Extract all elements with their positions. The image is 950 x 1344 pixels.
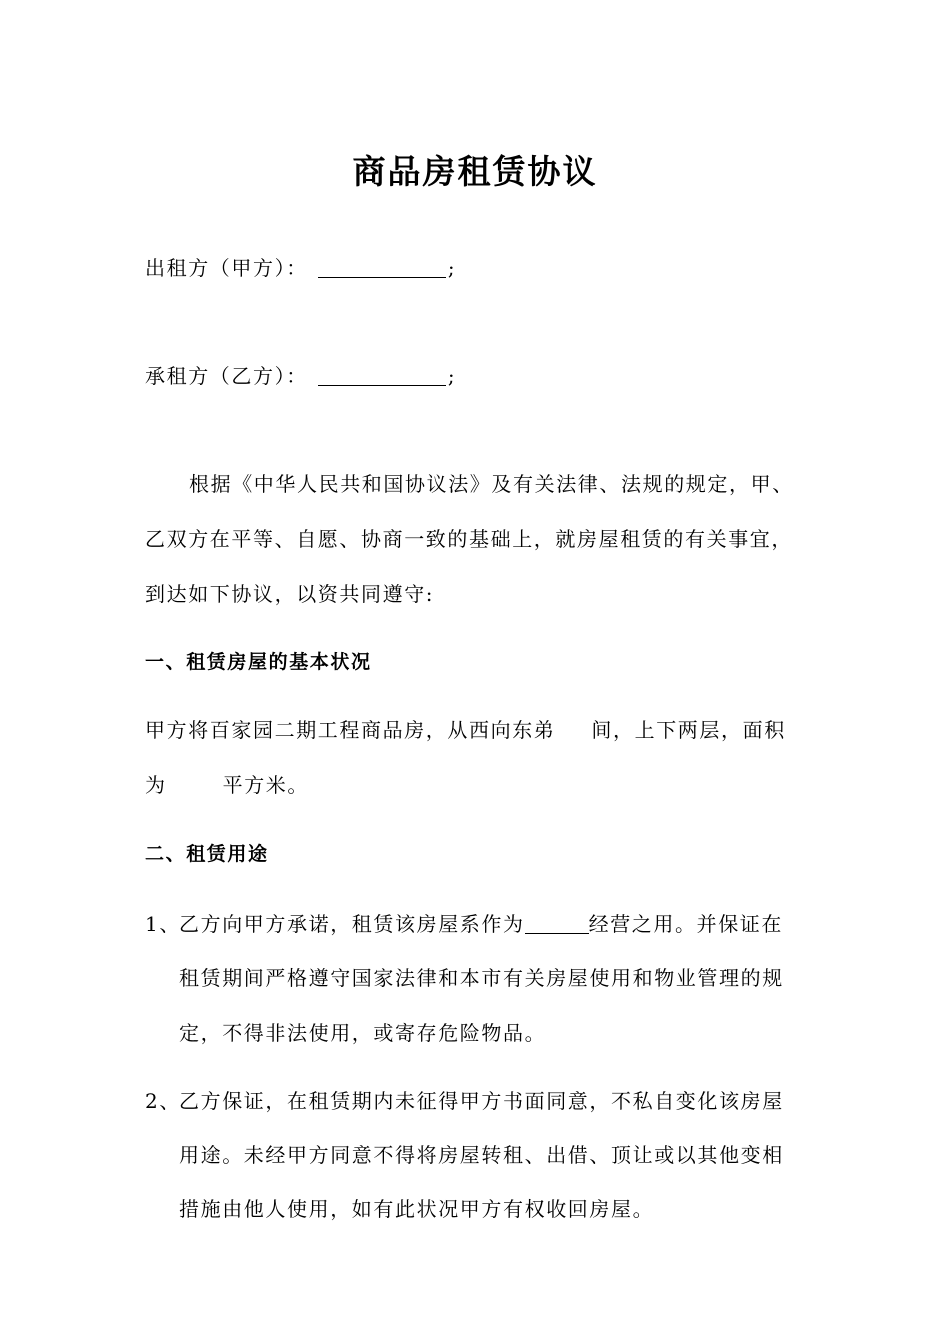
lessor-terminator: ; (447, 256, 457, 280)
lessee-terminator: ; (447, 364, 457, 388)
item2-text-a: 乙方保证，在租赁期内未征得甲方书面同意，不私自变化该房屋 (179, 1089, 784, 1113)
section1-text-d: 平方米。 (222, 773, 310, 797)
section1-line-1 (145, 714, 786, 743)
business-use-blank[interactable] (525, 913, 589, 934)
preamble-line-2: 乙双方在平等、自愿、协商一致的基础上，就房屋租赁的有关事宜， (145, 527, 793, 551)
item2-line-1 (145, 1085, 784, 1114)
preamble-line-3: 到达如下协议，以资共同遵守: (145, 582, 435, 606)
section2-heading: 二、租赁用途 (145, 843, 269, 865)
section1-text-a: 甲方将百家园二期工程商品房，从西向东弟 (145, 718, 556, 742)
section1-text-c: 为 (145, 773, 167, 797)
item1-text-b: 经营之用。并保证在 (588, 912, 784, 936)
item1-line-2: 租赁期间严格遵守国家法律和本市有关房屋使用和物业管理的规 (179, 966, 784, 990)
item1-line-1 (145, 908, 783, 937)
lessee-label: 承租方（乙方）： (145, 364, 308, 388)
item2-number: 2、 (145, 1089, 181, 1113)
section1-line-2 (145, 769, 309, 798)
lessor-label: 出租方（甲方）： (145, 256, 308, 280)
item1-number: 1、 (145, 912, 181, 936)
lessor-line (145, 252, 456, 281)
item2-line-2: 用途。未经甲方同意不得将房屋转租、出借、顶让或以其他变相 (179, 1143, 784, 1167)
item1-text-a: 乙方向甲方承诺，租赁该房屋系作为 (179, 912, 525, 936)
lessee-name-blank[interactable] (318, 365, 446, 386)
item1-line-3: 定，不得非法使用，或寄存危险物品。 (179, 1021, 547, 1045)
document-title: 商品房租赁协议 (352, 152, 598, 191)
preamble-line-1: 根据《中华人民共和国协议法》及有关法律、法规的规定，甲、 (189, 472, 794, 496)
item2-line-3: 措施由他人使用，如有此状况甲方有权收回房屋。 (179, 1197, 655, 1221)
lessee-line (145, 360, 456, 389)
lessor-name-blank[interactable] (318, 257, 446, 278)
section1-text-b: 间，上下两层，面积 (591, 718, 786, 742)
section1-heading: 一、租赁房屋的基本状况 (145, 651, 372, 673)
